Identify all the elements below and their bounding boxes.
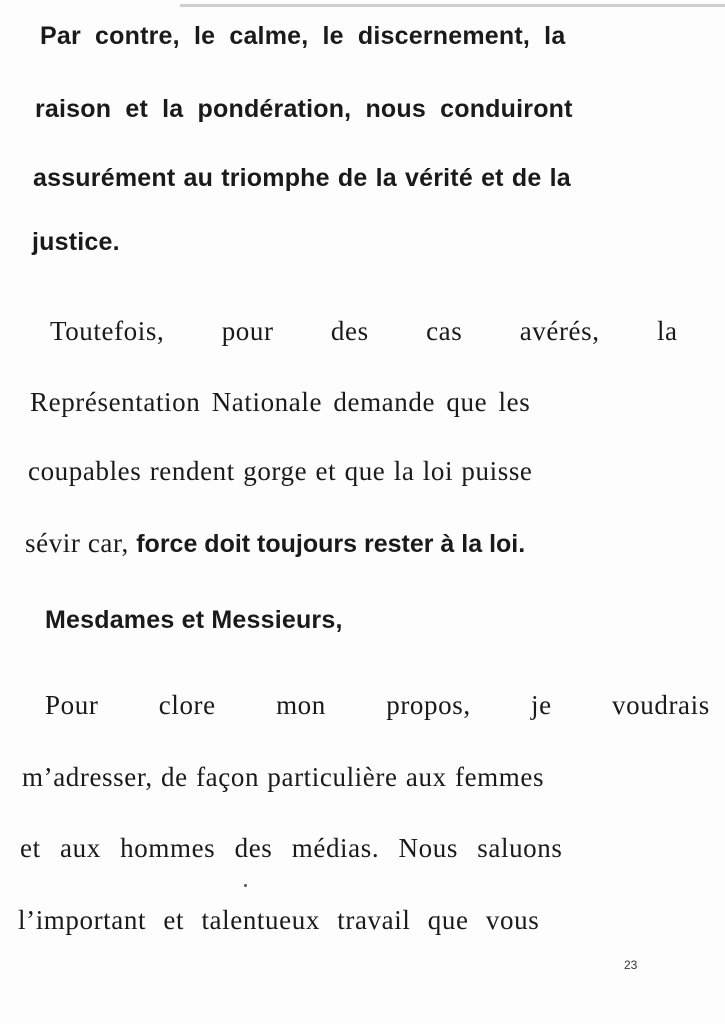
paragraph-1-line-4 [0,228,725,278]
paragraph-2-line-2-text: Représentation Nationale demande que les [30,387,531,417]
paragraph-2-line-2 [0,387,725,437]
paragraph-2-line-3 [0,456,725,506]
paragraph-3-line-1 [0,690,725,740]
paragraph-3-line-3 [0,833,725,883]
paragraph-2-line-4-plain: sévir car, [25,528,137,558]
paragraph-1-line-2-text: raison et la pondération, nous conduiront [35,95,573,123]
page-number: 23 [624,958,638,972]
paragraph-3-line-4 [0,905,725,955]
paragraph-1-line-3 [0,164,725,214]
paragraph-2-line-4-bold: force doit toujours rester à la loi. [136,530,526,558]
paragraph-3-line-1-text: Pour clore mon propos, je voudrais [45,690,710,720]
salutation-line [0,606,725,656]
paragraph-1-line-2 [0,95,725,145]
paragraph-2-line-1 [0,316,725,366]
paragraph-1-line-4-text: justice. [32,228,120,256]
paragraph-2-line-4 [0,528,725,578]
paragraph-2-line-3-text: coupables rendent gorge et que la loi puisse [28,456,533,486]
paragraph-3-line-2-text: m’adresser, de façon particulière aux femmes [22,762,545,792]
paragraph-1-line-3-text: assurément au triomphe de la vérité et de la [33,164,571,192]
paragraph-3-line-4-text: l’important et talentueux travail que vous [18,905,540,935]
paragraph-2-line-1-text: Toutefois, pour des cas avérés, la [50,316,678,346]
salutation: Mesdames et Messieurs, [45,606,343,634]
paragraph-3-line-2 [0,762,725,812]
paragraph-3-line-3-text: et aux hommes des médias. Nous saluons [20,833,563,863]
paragraph-1-line-1-text: Par contre, le calme, le discernement, la [40,22,566,50]
paragraph-2-line-4-text [25,528,525,559]
scan-speck [244,884,247,887]
scan-top-edge [180,4,725,7]
paragraph-1-line-1 [0,22,725,72]
